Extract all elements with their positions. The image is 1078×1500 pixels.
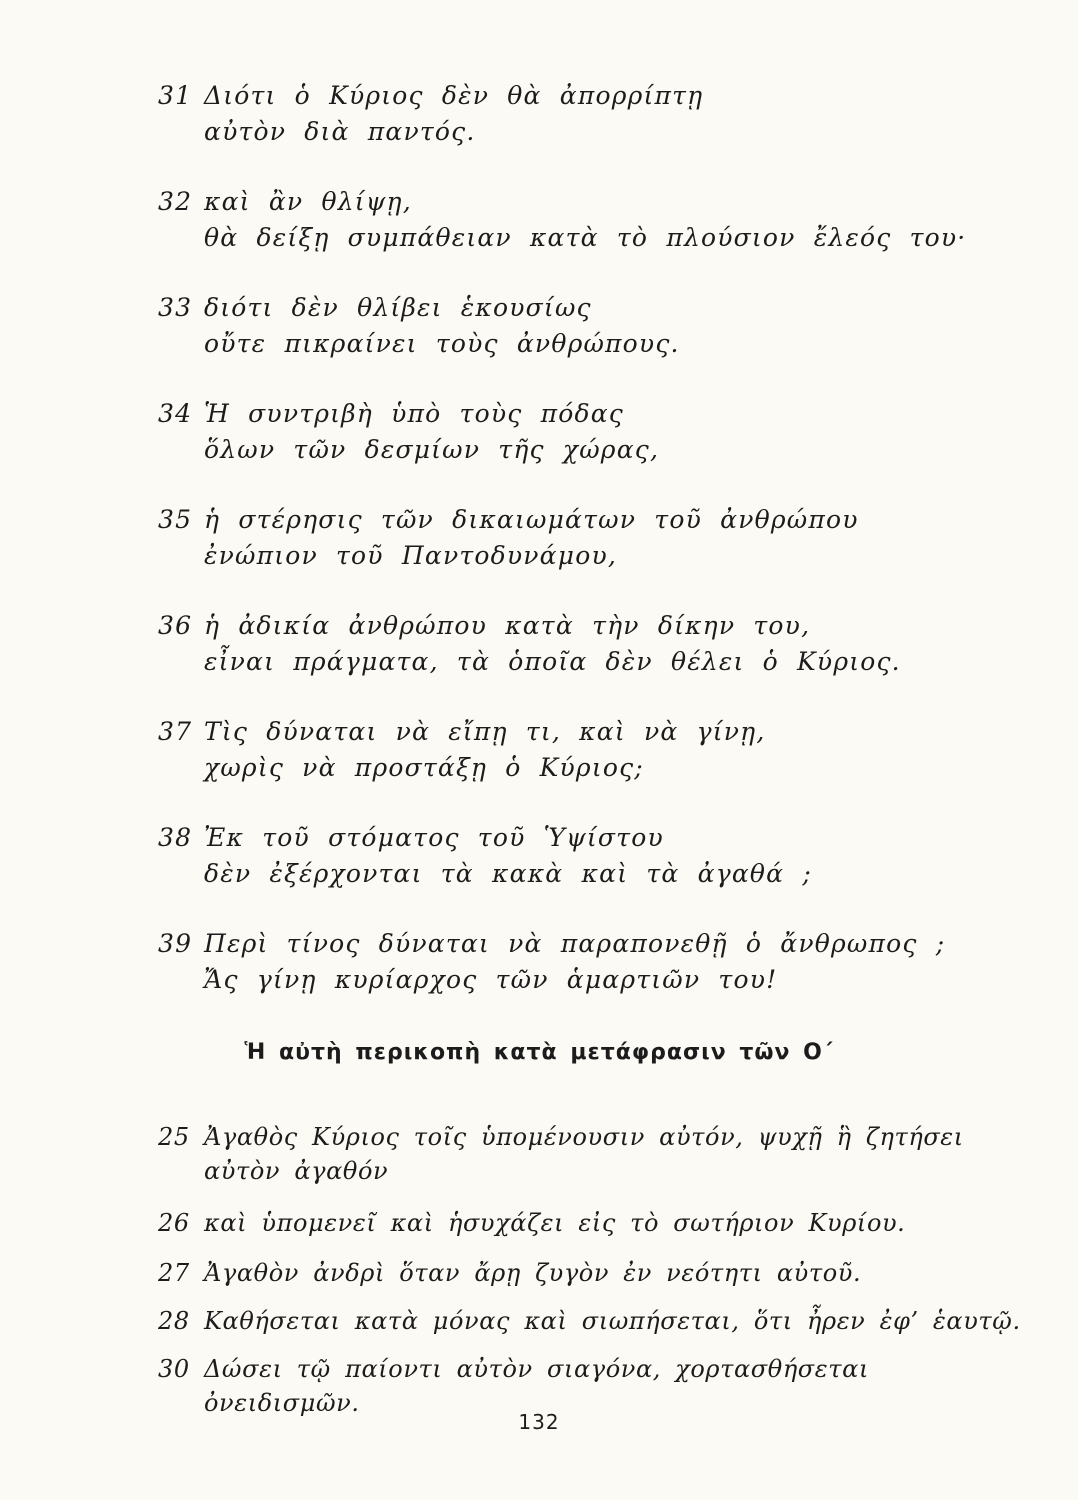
verse-number: 28 [158,1307,190,1335]
verse-line: Τὶς δύναται νὰ εἴπῃ τι, καὶ νὰ γίνῃ, [204,717,766,746]
verse-line: Διότι ὁ Κύριος δὲν θὰ ἀπορρίπτῃ [204,81,704,110]
verse-number: 37 [158,717,193,746]
verse-39 [158,926,945,998]
verse-number: 36 [158,611,193,640]
verse-number: 27 [158,1259,190,1287]
verse-36 [158,608,901,680]
verse-line: Ἐκ τοῦ στόματος τοῦ Ὑψίστου [204,823,664,852]
verse-line: διότι δὲν θλίβει ἑκουσίως [204,293,592,322]
verse-text: καὶ ὑπομενεῖ καὶ ἡσυχάζει εἰς τὸ σωτήριον Κυρίου. [204,1209,906,1237]
verse-number: 30 [158,1355,190,1383]
verse-line: χωρὶς νὰ προστάξῃ ὁ Κύριος; [204,753,644,782]
verse-line: Ἡ συντριβὴ ὑπὸ τοὺς πόδας [204,399,624,428]
verse-number: 38 [158,823,193,852]
verse-35 [158,502,859,574]
page-number: 132 [518,1410,560,1434]
verse-line: ἡ ἀδικία ἀνθρώπου κατὰ τὴν δίκην του, [204,611,811,640]
verse-line: Ἄς γίνῃ κυρίαρχος τῶν ἁμαρτιῶν του! [204,965,778,994]
section-title: Ἡ αὐτὴ περικοπὴ κατὰ μετάφρασιν τῶν Ο΄ [244,1040,834,1065]
verse-line: καὶ ἂν θλίψῃ, [204,187,412,216]
verse-number: 35 [158,505,193,534]
verse-number: 34 [158,399,193,428]
verse-number: 33 [158,293,193,322]
verse-31 [158,78,703,150]
lxx-verse-26 [158,1206,1038,1240]
verse-text: Καθήσεται κατὰ μόνας καὶ σιωπήσεται, ὅτι ἦρεν ἐφ’ ἑαυτῷ. [204,1307,1021,1335]
verse-text: Ἀγαθὸν ἀνδρὶ ὅταν ἄρῃ ζυγὸν ἐν νεότητι αὐτοῦ. [204,1259,862,1287]
verse-33 [158,290,680,362]
verse-line: Περὶ τίνος δύναται νὰ παραπονεθῇ ὁ ἄνθρωπος ; [204,929,946,958]
verse-38 [158,820,812,892]
verse-line: ὅλων τῶν δεσμίων τῆς χώρας, [204,435,660,464]
verse-34 [158,396,659,468]
verse-line: δὲν ἐξέρχονται τὰ κακὰ καὶ τὰ ἀγαθά ; [204,859,813,888]
verse-text: Ἀγαθὸς Κύριος τοῖς ὑπομένουσιν αὐτόν, ψυχῇ ἣ ζητήσει αὐτὸν ἀγαθόν [204,1123,964,1185]
verse-line: οὔτε πικραίνει τοὺς ἀνθρώπους. [204,329,680,358]
verse-line: αὐτὸν διὰ παντός. [204,117,476,146]
lxx-verse-27 [158,1256,1038,1290]
verse-line: ἡ στέρησις τῶν δικαιωμάτων τοῦ ἀνθρώπου [204,505,859,534]
verse-number: 32 [158,187,193,216]
verse-number: 31 [158,81,193,110]
verse-line: ἐνώπιον τοῦ Παντοδυνάμου, [204,541,617,570]
verse-text: Δώσει τῷ παίοντι αὐτὸν σιαγόνα, χορτασθήσεται ὀνειδισμῶν. [204,1355,869,1417]
verse-number: 39 [158,929,193,958]
verse-number: 26 [158,1209,190,1237]
lxx-verse-28 [158,1304,1038,1338]
verse-32 [158,184,966,256]
verse-line: θὰ δείξῃ συμπάθειαν κατὰ τὸ πλούσιον ἔλεός του· [204,223,967,252]
verse-number: 25 [158,1123,190,1151]
verse-37 [158,714,765,786]
verse-line: εἶναι πράγματα, τὰ ὁποῖα δὲν θέλει ὁ Κύριος. [204,647,901,676]
lxx-verse-25 [158,1120,1038,1188]
